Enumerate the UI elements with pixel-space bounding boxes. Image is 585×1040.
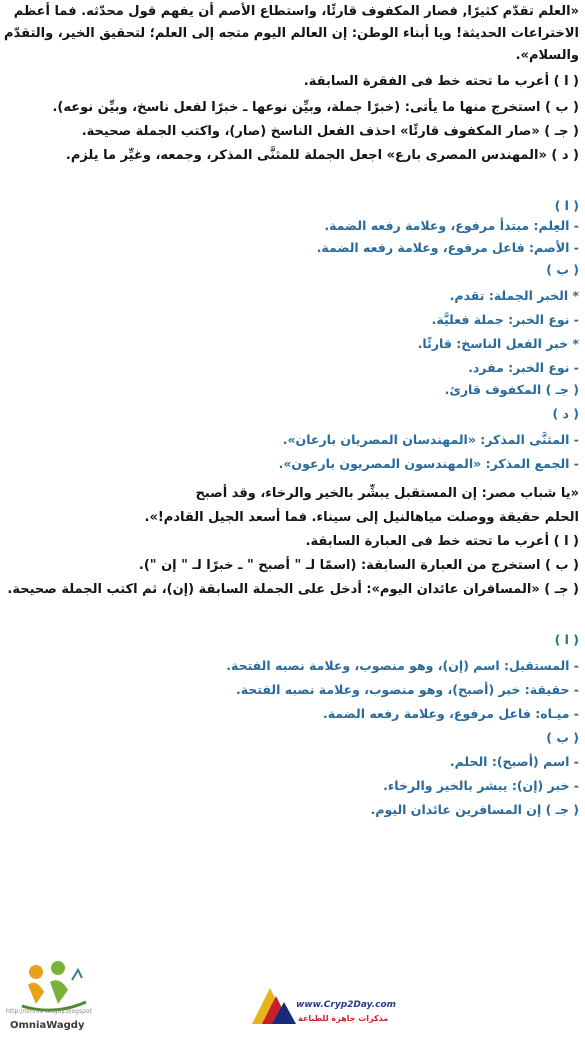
passage1-line3: والسلام». bbox=[515, 48, 579, 63]
s1-question-d: ( د ) «المهندس المصرى بارع» اجعل الجملة للمثنَّى المذكر، وجمعه، وغيِّر ما يلزم. bbox=[65, 148, 579, 163]
s2-answer-line: - ميـاه: فاعل مرفوع، وعلامة رفعه الضمة. bbox=[322, 706, 579, 721]
s2-answer-line: - المستقبل: اسم (إن)، وهو منصوب، وعلامة نصبه الفتحة. bbox=[226, 658, 579, 673]
s1-answer-line: ( ا ) bbox=[554, 198, 579, 213]
s1-answer-line: - نوع الخبر: مفرد. bbox=[468, 360, 579, 375]
s1-answer-line: ( د ) bbox=[552, 406, 579, 421]
s2-answer-line: ( ا ) bbox=[554, 632, 579, 647]
s1-question-b: ( ب ) استخرج منها ما يأتى: (خبرًا جملة، وبيِّن نوعها ـ خبرًا لفعل ناسخ، وبيِّن نوعه). bbox=[52, 100, 579, 115]
s2-answer-line: ( ب ) bbox=[546, 730, 579, 745]
passage2-line1: «يا شباب مصر: إن المستقبل يبشِّر بالخير والرخاء، وقد أصبح bbox=[195, 486, 579, 501]
passage1-line2: الاختراعات الحديثة! ويا أبناء الوطن: إن العالم اليوم متجه إلى العلم؛ لتحقيق الخير، والتقدّم bbox=[4, 26, 579, 41]
passage2-line2: الحلم حقيقة ووصلت مياهالنيل إلى سيناء. فما أسعد الجيل القادم!». bbox=[144, 510, 579, 525]
s1-answer-line: - المثنَّى المذكر: «المهندسان المصريان بارعان». bbox=[282, 432, 579, 447]
s2-answer-line: - حقيقة: خبر (أصبح)، وهو منصوب، وعلامة نصبه الفتحة. bbox=[235, 682, 579, 697]
cryp2day-url: www.Cryp2Day.com bbox=[296, 1000, 397, 1010]
s2-answer-line: - اسم (أصبح): الحلم. bbox=[449, 754, 579, 769]
s1-answer-line: ( جـ ) المكفوف قارئ. bbox=[444, 382, 579, 397]
s1-answer-line: - نوع الخبر: جملة فعليَّة. bbox=[431, 312, 579, 327]
s1-answer-line: ( ب ) bbox=[546, 262, 579, 277]
passage1-line1: «العلم تقدّم كثيرًا, فصار المكفوف قارئًا، واستطاع الأصم أن يفهم قول محدّثه. فما أعظم bbox=[13, 4, 579, 19]
s1-answer-line: * خبر الفعل الناسخ: قارئًا. bbox=[417, 336, 579, 351]
s1-question-a: ( ا ) أعرب ما تحته خط فى الفقرة السابقة. bbox=[303, 74, 579, 89]
s2-question-a: ( ا ) أعرب ما تحته خط فى العبارة السابقة. bbox=[305, 534, 579, 549]
brand-url: http://omnia-wagdy.blogspot bbox=[6, 1008, 92, 1015]
brand-name: OmniaWagdy bbox=[10, 1020, 85, 1031]
s1-answer-line: * الخبر الجملة: تقدم. bbox=[449, 288, 579, 303]
s1-question-c: ( جـ ) «صار المكفوف قارئًا» احذف الفعل الناسخ (صار)، واكتب الجملة صحيحة. bbox=[81, 124, 579, 139]
s2-answer-line: ( جـ ) إن المسافرين عائدان اليوم. bbox=[370, 802, 579, 817]
s1-answer-line: - الجمع المذكر: «المهندسون المصريون بارعون». bbox=[278, 456, 579, 471]
s1-answer-line: - الأصم: فاعل مرفوع، وعلامة رفعه الضمة. bbox=[316, 240, 579, 255]
s1-answer-line: - العِلم: مبتدأ مرفوع، وعلامة رفعه الضمة. bbox=[324, 218, 579, 233]
omnia-wagdy-logo-icon bbox=[6, 920, 116, 1035]
s2-question-b: ( ب ) استخرج من العبارة السابقة: (اسمًا لـ " أصبح " ـ خبرًا لـ " إن "). bbox=[138, 558, 579, 573]
s2-answer-line: - خبر (إن): يبشر بالخير والرخاء. bbox=[383, 778, 579, 793]
cryp2day-subtitle: مذكرات جاهزة للطباعة bbox=[298, 1014, 389, 1023]
s2-question-c: ( جـ ) «المسافران عائدان اليوم»: أدخل على الجملة السابقة (إن)، ثم اكتب الجملة صحيحة. bbox=[7, 582, 579, 597]
